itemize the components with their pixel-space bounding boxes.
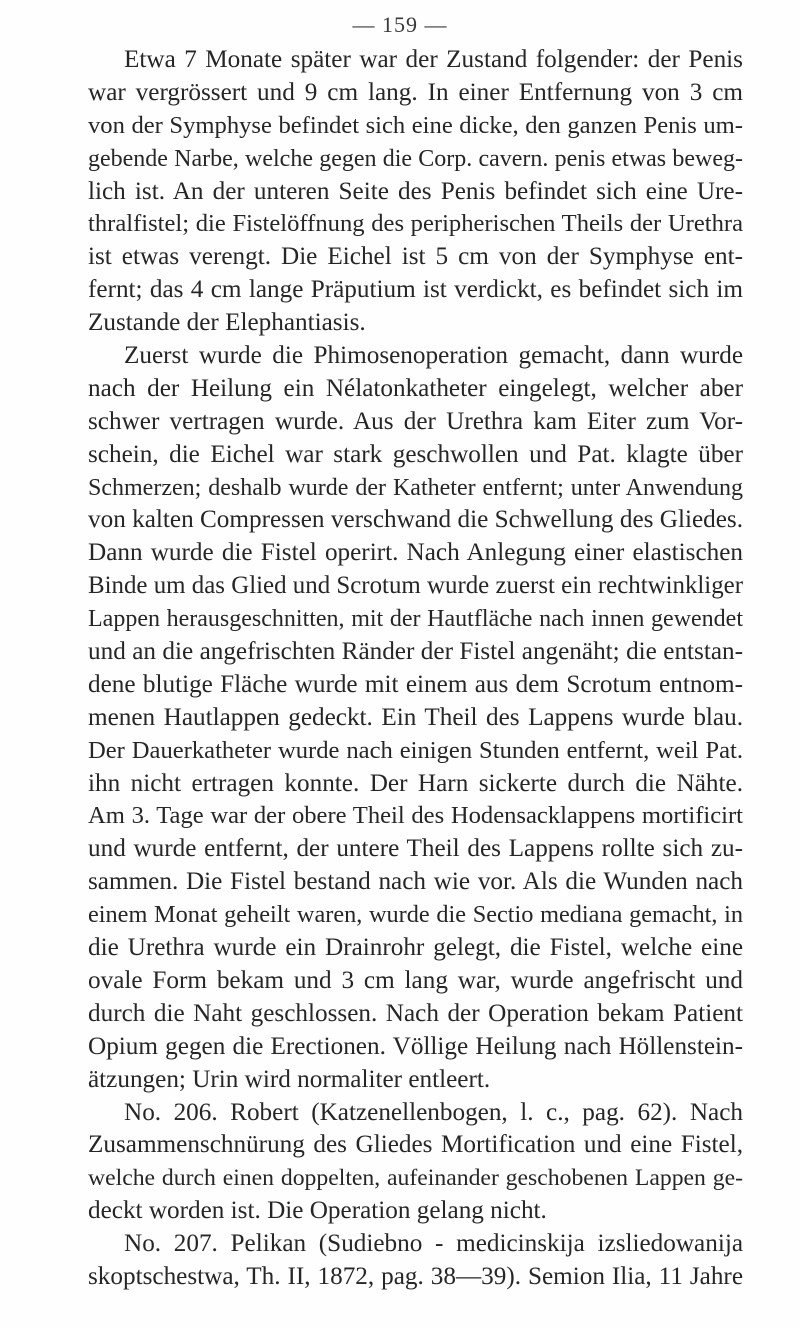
text-line: No. 207. Pelikan (Sudiebno - medicinskija izsliedowanija (124, 1230, 743, 1258)
page-number: — 159 — (352, 12, 448, 37)
text-line: durch die Naht geschlossen. Nach der Operation bekam Patient (88, 999, 743, 1027)
text-line: ätzungen; Urin wird normaliter entleert. (88, 1065, 491, 1093)
text-line: nach der Heilung ein Nélatonkatheter eingelegt, welcher aber (88, 374, 743, 402)
text-line: ovale Form bekam und 3 cm lang war, wurde angefrischt und (88, 966, 743, 994)
text-line: welche durch einen doppelten, aufeinander geschobenen Lappen ge- (88, 1165, 743, 1192)
text-line: und an die angefrischten Ränder der Fistel angenäht; die entstan- (88, 638, 743, 666)
body-text (88, 44, 743, 1294)
text-line: Binde um das Glied und Scrotum wurde zuerst ein rechtwinkliger (88, 572, 743, 600)
text-line: dene blutige Fläche wurde mit einem aus dem Scrotum entnom- (88, 670, 743, 698)
text-line: Schmerzen; deshalb wurde der Katheter entfernt; unter Anwendung (88, 474, 743, 501)
text-line: lich ist. An der unteren Seite des Penis befindet sich eine Ure- (88, 177, 743, 205)
text-line: fernt; das 4 cm lange Präputium ist verdickt, es befindet sich im (88, 276, 743, 304)
text-line: und wurde entfernt, der untere Theil des Lappens rollte sich zu- (88, 835, 743, 863)
text-line: ihn nicht ertragen konnte. Der Harn sickerte durch die Nähte. (88, 769, 743, 797)
text-line: thralfistel; die Fistelöffnung des peripherischen Theils der Urethra (88, 210, 743, 238)
text-line: Zusammenschnürung des Gliedes Mortification und eine Fistel, (88, 1131, 743, 1159)
text-line: Der Dauerkatheter wurde nach einigen Stunden entfernt, weil Pat. (88, 736, 743, 764)
text-line: menen Hautlappen gedeckt. Ein Theil des Lappens wurde blau. (88, 703, 743, 731)
text-line: gebende Narbe, welche gegen die Corp. cavern. penis etwas beweg- (88, 145, 743, 172)
text-line: Opium gegen die Erectionen. Völlige Heilung nach Höllenstein- (88, 1032, 743, 1060)
text-line: war vergrössert und 9 cm lang. In einer Entfernung von 3 cm (88, 78, 743, 106)
text-line: skoptschestwa, Th. II, 1872, pag. 38—39). Semion Ilia, 11 Jahre (88, 1262, 743, 1290)
text-line: die Urethra wurde ein Drainrohr gelegt, die Fistel, welche eine (88, 934, 743, 962)
text-line: Am 3. Tage war der obere Theil des Hodensacklappens mortificirt (88, 802, 743, 830)
text-line: Zuerst wurde die Phimosenoperation gemacht, dann wurde (124, 342, 743, 370)
text-line: einem Monat geheilt waren, wurde die Sectio mediana gemacht, in (88, 901, 743, 929)
text-line: von der Symphyse befindet sich eine dicke, den ganzen Penis um- (88, 111, 743, 139)
text-line: schwer vertragen wurde. Aus der Urethra kam Eiter zum Vor- (88, 407, 743, 435)
text-line: schein, die Eichel war stark geschwollen und Pat. klagte über (88, 440, 743, 468)
text-line: Etwa 7 Monate später war der Zustand folgender: der Penis (124, 46, 743, 73)
text-line: Zustande der Elephantiasis. (88, 309, 366, 337)
text-line: ist etwas verengt. Die Eichel ist 5 cm von der Symphyse ent- (88, 243, 743, 271)
text-line: sammen. Die Fistel bestand nach wie vor. Als die Wunden nach (88, 868, 743, 896)
text-line: von kalten Compressen verschwand die Schwellung des Gliedes. (88, 506, 743, 534)
text-line: Dann wurde die Fistel operirt. Nach Anlegung einer elastischen (88, 539, 743, 567)
text-line: No. 206. Robert (Katzenellenbogen, l. c., pag. 62). Nach (124, 1098, 743, 1126)
text-line: Lappen herausgeschnitten, mit der Hautfläche nach innen gewendet (88, 606, 743, 633)
text-line: deckt worden ist. Die Operation gelang nicht. (88, 1197, 547, 1225)
